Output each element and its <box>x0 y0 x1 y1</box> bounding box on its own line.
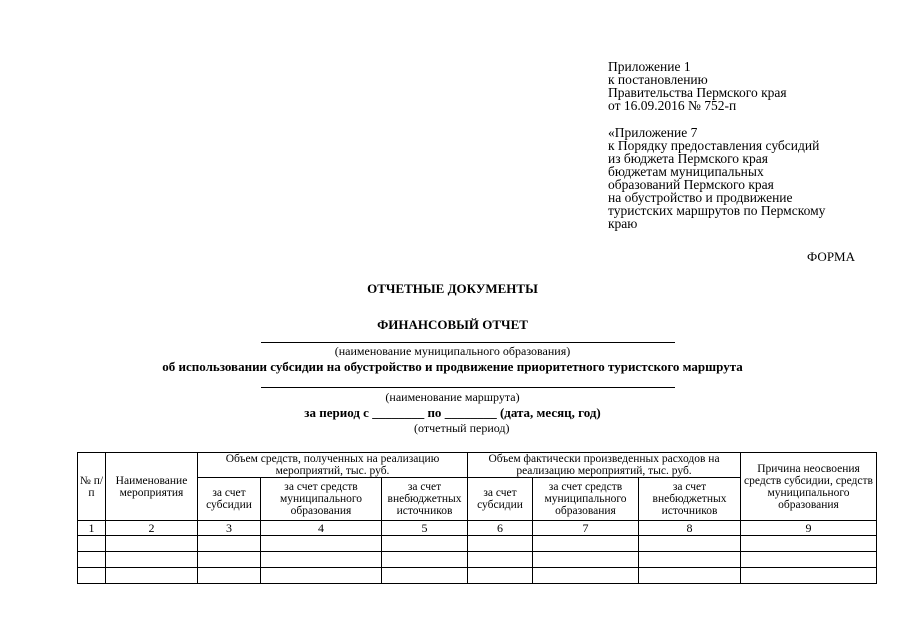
header-actual-expenses: Объем фактически произведенных расходов на реализацию мероприятий, тыс. руб. <box>468 453 741 478</box>
table-cell <box>468 568 533 584</box>
column-number: 3 <box>198 521 261 536</box>
table-cell <box>468 536 533 552</box>
column-number: 8 <box>639 521 741 536</box>
table-cell <box>261 568 382 584</box>
appendix-ref-line: туристских маршрутов по Пермскому <box>608 203 826 218</box>
period-start-blank: ________ <box>372 405 425 420</box>
table-cell <box>533 536 639 552</box>
financial-report-table <box>77 452 877 584</box>
table-cell <box>741 536 877 552</box>
appendix-ref-line: бюджетам муниципальных <box>608 164 764 179</box>
table-cell <box>78 552 106 568</box>
table-cell <box>78 568 106 584</box>
header-spent-subsidy: за счет субсидии <box>468 478 533 521</box>
appendix-ref-line: образований Пермского края <box>608 177 774 192</box>
header-received-subsidy: за счет субсидии <box>198 478 261 521</box>
table-cell <box>382 568 468 584</box>
table-row <box>78 552 877 568</box>
route-fill-line <box>261 387 675 388</box>
table-row <box>78 536 877 552</box>
period-line <box>0 405 905 421</box>
table-row <box>78 568 877 584</box>
appendix-ref-line: к Порядку предоставления субсидий <box>608 138 820 153</box>
header-funds-received: Объем средств, полученных на реализацию мероприятий, тыс. руб. <box>198 453 468 478</box>
column-number: 6 <box>468 521 533 536</box>
route-caption: (наименование маршрута) <box>385 390 520 404</box>
appendix-ref-line: «Приложение 7 <box>608 125 698 140</box>
header-spent-municipal: за счет средств муниципального образования <box>533 478 639 521</box>
table-cell <box>198 536 261 552</box>
header-spent-offbudget: за счет внебюджетных источников <box>639 478 741 521</box>
appendix-reference-block <box>608 126 825 230</box>
header-received-offbudget: за счет внебюджетных источников <box>382 478 468 521</box>
appendix-line: Правительства Пермского края <box>608 85 787 100</box>
table-cell <box>533 552 639 568</box>
column-number: 1 <box>78 521 106 536</box>
column-number: 7 <box>533 521 639 536</box>
table-cell <box>639 568 741 584</box>
form-label: ФОРМА <box>807 249 855 264</box>
table-cell <box>78 536 106 552</box>
appendix-ref-line: краю <box>608 216 638 231</box>
table-cell <box>198 568 261 584</box>
table-cell <box>741 568 877 584</box>
table-cell <box>106 568 198 584</box>
column-number: 2 <box>106 521 198 536</box>
appendix-line: к постановлению <box>608 72 708 87</box>
header-activity-name: Наименование мероприятия <box>106 453 198 521</box>
table-cell <box>741 552 877 568</box>
header-reason: Причина неосвоения средств субсидии, средств муниципального образования <box>741 453 877 521</box>
table-cell <box>382 536 468 552</box>
period-end-blank: ________ <box>444 405 497 420</box>
appendix-ref-line: на обустройство и продвижение <box>608 190 793 205</box>
table-cell <box>198 552 261 568</box>
table-cell <box>261 536 382 552</box>
appendix-block <box>608 60 787 112</box>
column-number: 5 <box>382 521 468 536</box>
period-mid: по <box>427 405 442 420</box>
period-prefix: за период с <box>304 405 369 420</box>
column-number: 9 <box>741 521 877 536</box>
column-number: 4 <box>261 521 382 536</box>
period-caption: (отчетный период) <box>414 421 510 435</box>
appendix-ref-line: из бюджета Пермского края <box>608 151 768 166</box>
document-subtitle: ФИНАНСОВЫЙ ОТЧЕТ <box>377 317 528 332</box>
header-number: № п/п <box>78 453 106 521</box>
appendix-line: от 16.09.2016 № 752-п <box>608 98 737 113</box>
table-cell <box>382 552 468 568</box>
table-cell <box>261 552 382 568</box>
table-cell <box>106 552 198 568</box>
header-received-municipal: за счет средств муниципального образования <box>261 478 382 521</box>
table-cell <box>639 552 741 568</box>
table-cell <box>106 536 198 552</box>
report-subject: об использовании субсидии на обустройство и продвижение приоритетного туристского маршрута <box>162 359 743 374</box>
appendix-line: Приложение 1 <box>608 59 691 74</box>
municipality-caption: (наименование муниципального образования) <box>334 344 571 358</box>
table-cell <box>468 552 533 568</box>
document-title: ОТЧЕТНЫЕ ДОКУМЕНТЫ <box>367 281 538 296</box>
municipality-fill-line <box>261 342 675 343</box>
table-cell <box>639 536 741 552</box>
period-suffix: (дата, месяц, год) <box>499 405 601 420</box>
table-cell <box>533 568 639 584</box>
